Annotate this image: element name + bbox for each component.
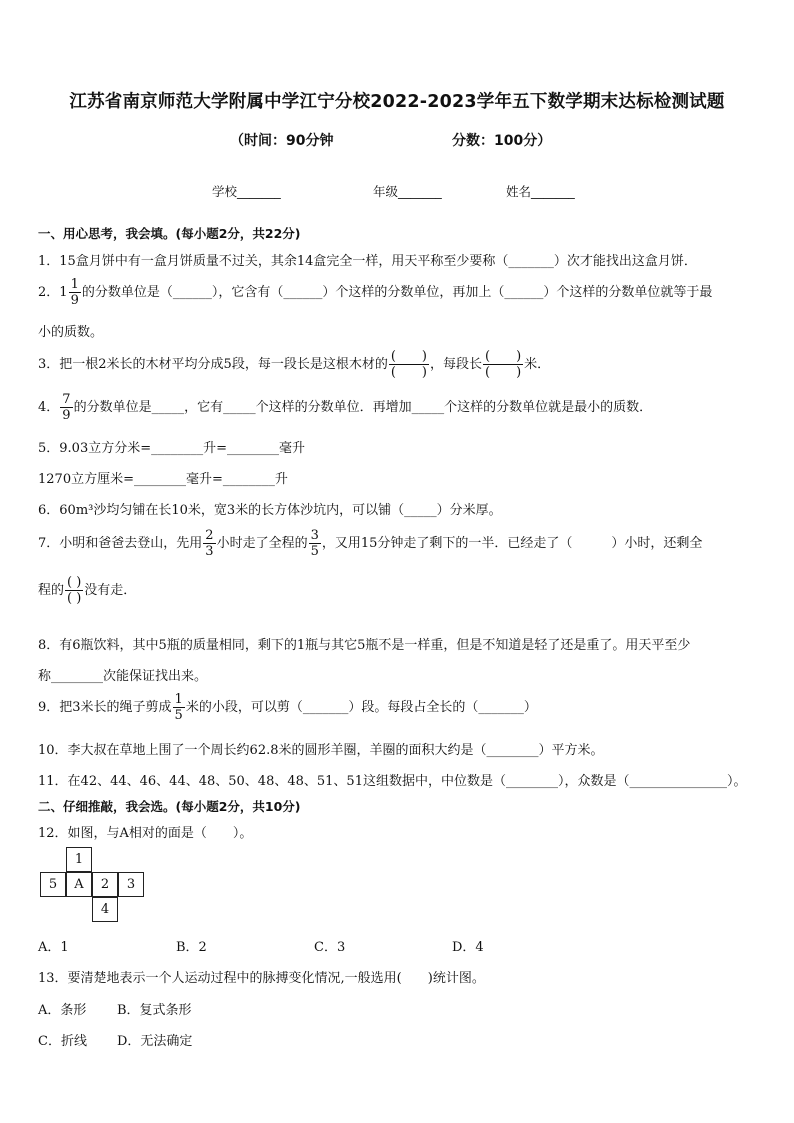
q13-option-d[interactable]: D．无法确定	[117, 1034, 193, 1049]
q3-blank2-den[interactable]: ( )	[485, 365, 522, 380]
question-10: 10．李大叔在草地上围了一个周长约62.8米的圆形羊圈，羊圈的面积大约是（________）平方米。	[38, 743, 604, 758]
question-5a: 5．9.03立方分米=________升=________毫升	[38, 441, 306, 456]
q7-text-c: ，又用15分钟走了剩下的一半．已经走了（ ）小时，还剩全	[321, 536, 703, 551]
grade-field[interactable]: 年级_______	[373, 184, 442, 199]
q4-prefix: 4．	[38, 400, 60, 415]
question-2-cont: 小的质数。	[38, 325, 104, 340]
q9-text-a: 9．把3米长的绳子剪成	[38, 700, 172, 715]
q3-text-c: 米．	[524, 357, 551, 372]
question-8-cont: 称________次能保证找出来。	[38, 669, 208, 684]
school-field[interactable]: 学校_______	[212, 184, 281, 199]
net-cell-5: 5	[40, 872, 66, 897]
q2-mixed-number	[59, 277, 82, 308]
question-7-cont	[38, 575, 136, 606]
q2-text: 的分数单位是（______），它含有（______）个这样的分数单位，再加上（______）个这样的分数单位就等于最	[81, 285, 713, 300]
q3-blank2-num[interactable]: ( )	[485, 349, 522, 364]
q7-text-e: 没有走．	[84, 583, 137, 598]
q12-option-c[interactable]: C．3	[314, 940, 346, 955]
q2-den: 9	[70, 293, 79, 308]
q9-den: 5	[174, 708, 183, 723]
q2-whole: 1	[59, 285, 68, 300]
q3-blank-den[interactable]: ( )	[390, 365, 427, 380]
q2-prefix: 2．	[38, 285, 60, 300]
question-12: 12．如图，与A相对的面是（ ）。	[38, 826, 253, 841]
q9-text-b: 米的小段，可以剪（_______）段。每段占全长的（_______）	[185, 700, 537, 715]
question-3	[38, 349, 550, 380]
q7-blank-num[interactable]: ( )	[67, 575, 82, 590]
exam-time: （时间：90分钟	[230, 133, 334, 149]
exam-title: 江苏省南京师范大学附属中学江宁分校2022-2023学年五下数学期末达标检测试题	[69, 92, 725, 112]
q2-num: 1	[70, 277, 79, 292]
section1-heading: 一、用心思考，我会填。(每小题2分，共22分)	[38, 226, 301, 241]
question-1: 1．15盒月饼中有一盒月饼质量不过关，其余14盒完全一样，用天平称至少要称（_______）次才能找出这盒月饼．	[38, 254, 697, 269]
q13-option-b[interactable]: B．复式条形	[117, 1003, 192, 1018]
net-cell-2: 2	[92, 872, 118, 897]
question-4	[38, 392, 652, 423]
net-cell-3: 3	[118, 872, 144, 897]
q7-num2: 3	[310, 528, 319, 543]
q7-den1: 3	[205, 544, 214, 559]
net-cell-1: 1	[66, 847, 92, 872]
question-2	[38, 277, 712, 308]
question-7	[38, 528, 702, 559]
q7-text-b: 小时走了全程的	[216, 536, 308, 551]
exam-score: 分数：100分）	[452, 133, 552, 149]
question-5b: 1270立方厘米=________毫升=________升	[38, 472, 288, 487]
section2-heading: 二、仔细推敲，我会选。(每小题2分，共10分)	[38, 799, 301, 814]
q7-blank-den[interactable]: ( )	[67, 591, 82, 606]
net-cell-a: A	[66, 872, 92, 897]
q13-option-c[interactable]: C．折线	[38, 1034, 87, 1049]
q4-den: 9	[62, 408, 71, 423]
question-8: 8．有6瓶饮料，其中5瓶的质量相同，剩下的1瓶与其它5瓶不是一样重，但是不知道是轻了还是重了。用天平至少	[38, 638, 691, 653]
question-6: 6．60m³沙均匀铺在长10米，宽3米的长方体沙坑内，可以铺（_____）分米厚。	[38, 503, 502, 518]
question-11: 11．在42、44、46、44、48、50、48、48、51、51这组数据中，中位数是（________），众数是（_______________）。	[38, 774, 747, 789]
q4-num: 7	[62, 392, 71, 407]
q4-text: 的分数单位是_____，它有_____个这样的分数单位．再增加_____个这样的分数单位就是最小的质数．	[73, 400, 653, 415]
question-9	[38, 692, 537, 723]
q12-option-b[interactable]: B．2	[176, 940, 207, 955]
q7-text-a: 7．小明和爸爸去登山，先用	[38, 536, 203, 551]
cube-net-figure	[40, 847, 152, 923]
q3-blank-num[interactable]: ( )	[390, 349, 427, 364]
q12-option-a[interactable]: A．1	[38, 940, 69, 955]
q3-text-a: 3．把一根2米长的木材平均分成5段，每一段长是这根木材的	[38, 357, 388, 372]
question-13: 13．要清楚地表示一个人运动过程中的脉搏变化情况,一般选用( )统计图。	[38, 971, 485, 986]
q3-text-b: ，每段长	[429, 357, 482, 372]
q7-num1: 2	[205, 528, 214, 543]
q13-option-a[interactable]: A．条形	[38, 1003, 87, 1018]
q7-text-d: 程的	[38, 583, 65, 598]
name-field[interactable]: 姓名_______	[506, 184, 575, 199]
net-cell-4: 4	[92, 897, 118, 922]
q7-den2: 5	[310, 544, 319, 559]
q12-option-d[interactable]: D．4	[452, 940, 484, 955]
q9-num: 1	[174, 692, 183, 707]
